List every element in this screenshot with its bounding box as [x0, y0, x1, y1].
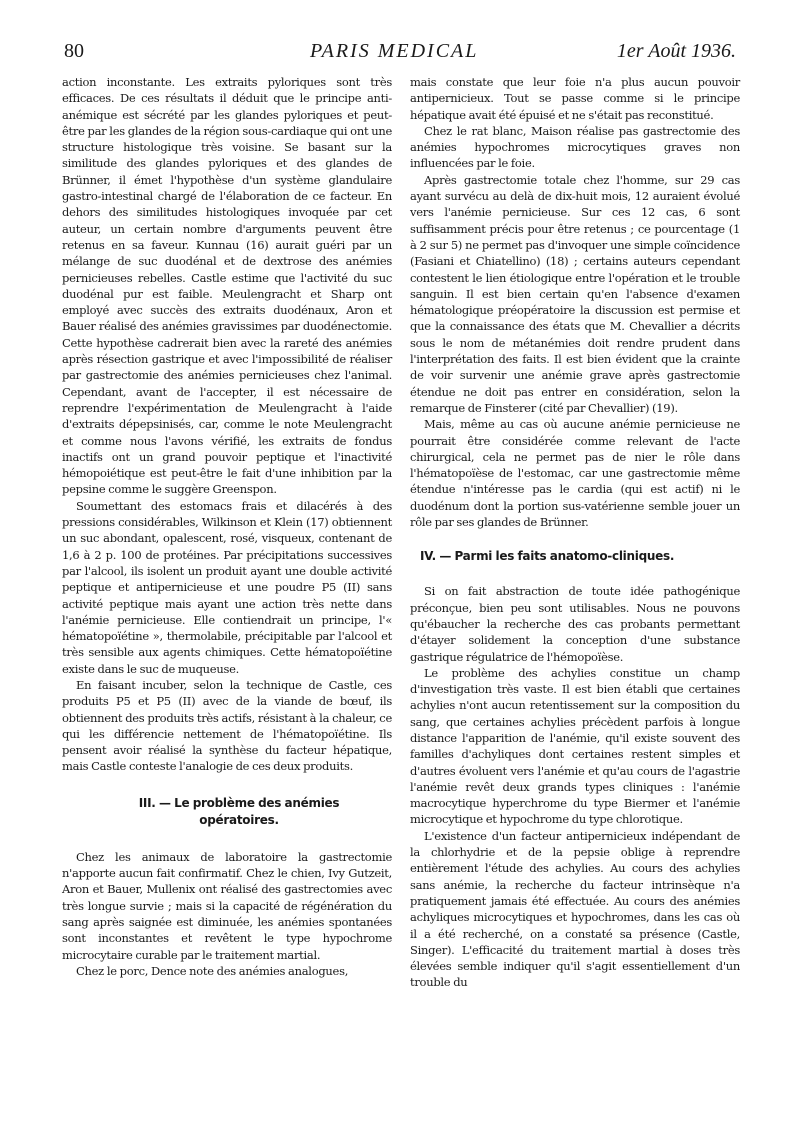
paragraph: mais constate que leur foie n'a plus aucun pouvoir antipernicieux. Tout se passe comme si le principe hépatique avait été épuisé et ne s'était pas reconstitué. — [410, 75, 740, 122]
right-column — [410, 74, 740, 991]
issue-date: 1er Août 1936. — [616, 40, 736, 62]
paragraph: Chez le rat blanc, Maison réalise pas gastrectomie des anémies hypochromes microcytiques graves non influencées par le foie. — [410, 123, 740, 171]
page-number: 80 — [64, 40, 84, 62]
section-heading-line: III. — Le problème des anémies — [138, 795, 340, 810]
paragraph: Chez le porc, Dence note des anémies analogues, — [76, 963, 349, 978]
paragraph: L'existence d'un facteur antipernicieux indépendant de la chlorhydrie et de la pepsie oblige à reprendre entièrement l'étude des achylies. Au cours des achylies sans anémie, la recherche du facteur intrinsèque n'a pratiquement jamais été effectuée. Au cours des anémies achyliques microcytiques et hypochromes, dans les cas où il a été recherché, on a constaté sa présence (Castle, Singer). L'efficacité du traitement martial à doses très élevées semble indiquer qu'il s'agit essentiellement d'un trouble du — [410, 828, 740, 990]
left-column — [62, 74, 392, 979]
page-header — [64, 40, 736, 68]
paragraph: Mais, même au cas où aucune anémie pernicieuse ne pourrait être considérée comme relevant de l'acte chirurgical, cela ne permet pas de nier le rôle dans l'hématopoïèse de l'estomac, car une gastrectomie même étendue n'intéresse pas le cardia (qui est actif) ni le duodénum dont la portion sus-vatérienne semble jouer un rôle par ses glandes de Brünner. — [410, 417, 740, 530]
paragraph: Si on fait abstraction de toute idée pathogénique préconçue, bien peu sont utilisables. Nous ne pouvons qu'ébaucher la recherche des cas probants permettant d'étayer solidement la conception d'une substance gastrique régulatrice de l'hémopoïèse. — [410, 584, 740, 664]
journal-title: PARIS MEDICAL — [310, 40, 479, 62]
section-heading-line: opératoires. — [199, 812, 279, 827]
paragraph: Après gastrectomie totale chez l'homme, sur 29 cas ayant survécu au delà de dix-huit mois, 12 auraient évolué vers l'anémie pernicieuse. Sur ces 12 cas, 6 sont suffisamment précis pour être retenus ; ce pourcentage (1 à 2 sur 5) ne permet pas d'invoquer une simple coïncidence (Fasiani et Chiatellino) (18) ; certains auteurs cependant contestent le lien étiologique entre l'opération et le trouble sanguin. Il est bien certain qu'en l'absence d'examen hématologique préopératoire la discussion est permise et que la connaissance des états que M. Chevallier a décrits sous le nom de métanémies doit rendre prudent dans l'interprétation des faits. Il est bien évident que la crainte de voir survenir une anémie grave après gastrectomie étendue ne doit pas entrer en considération, selon la remarque de Finsterer (cité par Chevallier) (19). — [410, 172, 740, 415]
paragraph: Le problème des achylies constitue un champ d'investigation très vaste. Il est bien établi que certaines achylies n'ont aucun retentissement sur la composition du sang, que certaines achylies précèdent parfois à longue distance l'apparition de l'anémie, qu'il existe souvent des familles d'achyliques dont certaines restent simples et d'autres évoluent vers l'anémie et qu'au cours de l'agastrie l'anémie revêt deux grands types cliniques : l'anémie macrocytique hyperchrome du type Biermer et l'anémie microcytique et hypochrome du type chlorotique. — [410, 665, 740, 827]
paragraph: action inconstante. Les extraits pyloriques sont très efficaces. De ces résultats il déduit que le principe anti-anémique est sécrété par les glandes pyloriques et peut-être par les glandes de la région sous-cardiaque qui ont une structure histologique très voisine. Se basant sur la similitude des glandes pyloriques et des glandes de Brünner, il émet l'hypothèse d'un système glandulaire gastro-intestinal chargé de l'élaboration de ce facteur. En dehors des similitudes histologiques invoquée par cet auteur, un certain nombre d'arguments peuvent être retenus en sa faveur. Kunnau (16) aurait guéri par un mélange de suc duodénal et de dextrose des anémies pernicieuses rebelles. Castle estime que l'activité du suc duodénal pur est faible. Meulengracht et Sharp ont employé avec succès des extraits duodénaux, Aron et Bauer réalisé des anémies gravissimes par duodénectomie. Cette hypothèse cadrerait bien avec la rareté des anémies après résection gastrique et avec l'impossibilité de réaliser par gastrectomie des anémies pernicieuses chez l'animal. Cependant, avant de l'accepter, il est nécessaire de reprendre l'expérimentation de Meulengracht à l'aide d'extraits dépepsinisés, car, comme le note Meulengracht et comme nous l'avons vérifié, les extraits de fondus inactifs ont un grand pouvoir peptique et l'inactivité hémopoiétique est peut-être le fait d'une inhibition par la pepsine comme le suggère Greenspon. — [62, 75, 392, 497]
section-heading-4: IV. — Parmi les faits anatomo-cliniques. — [420, 549, 675, 564]
paragraph: En faisant incuber, selon la technique de Castle, ces produits P5 et P5 (II) avec de la viande de bœuf, ils obtiennent des produits très actifs, résistant à la chaleur, ce qui les différencie nettement de l'hématopoïétine. Ils pensent avoir réalisé la synthèse du facteur hépatique, mais Castle conteste l'analogie de ces deux produits. — [62, 677, 392, 774]
paragraph: Soumettant des estomacs frais et dilacérés à des pressions considérables, Wilkinson et Klein (17) obtiennent un suc abondant, opalescent, rosé, visqueux, contenant de 1,6 à 2 p. 100 de protéines. Par précipitations successives par l'alcool, ils isolent un produit ayant une double activité peptique et antipernicieuse et une poudre P5 (II) sans activité peptique mais ayant une action très nette dans l'anémie pernicieuse. Elle contiendrait un principe, l'« hématopoïétine », thermolabile, précipitable par l'alcool et très sensible aux agents chimiques. Cette hématopoïétine existe dans le suc de muqueuse. — [62, 498, 392, 676]
section-heading-3 — [62, 795, 392, 829]
paragraph: Chez les animaux de laboratoire la gastrectomie n'apporte aucun fait confirmatif. Chez le chien, Ivy Gutzeit, Aron et Bauer, Mullenix ont réalisé des gastrectomies avec très longue survie ; mais si la capacité de régénération du sang après saignée est diminuée, les anémies spontanées sont inconstantes et revêtent le type hypochrome microcytaire curable par le traitement martial. — [62, 849, 392, 962]
